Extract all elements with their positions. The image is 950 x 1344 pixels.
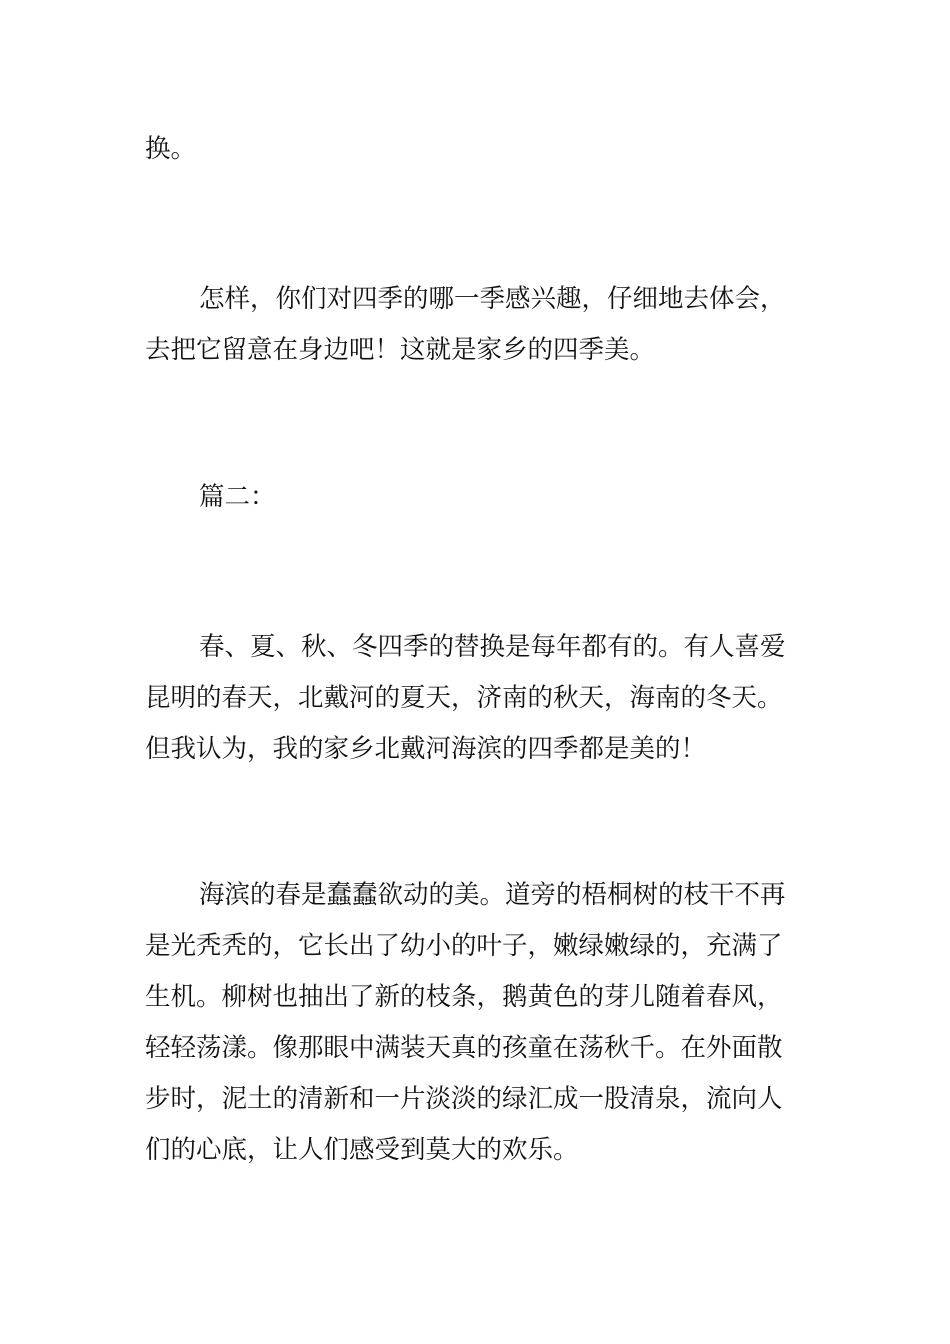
paragraph-spring [145,870,813,1176]
heading-text: 篇二： [199,482,276,512]
text-line: 海滨的春是蠢蠢欲动的美。道旁的梧桐树的枝干不再 [199,880,786,910]
text-line: 春、夏、秋、冬四季的替换是每年都有的。有人喜爱 [199,632,786,662]
text-line: 是光秃秃的，它长出了幼小的叶子，嫩绿嫩绿的，充满了 [145,931,783,961]
text-line: 生机。柳树也抽出了新的枝条，鹅黄色的芽儿随着春风， [145,982,783,1012]
paragraph-closing [145,274,813,376]
section-heading [145,472,813,523]
paragraph-continuation [145,124,813,175]
text-line: 们的心底，让人们感受到莫大的欢乐。 [145,1135,579,1165]
text-line: 怎样，你们对四季的哪一季感兴趣，仔细地去体会， [199,284,786,314]
text-line: 但我认为，我的家乡北戴河海滨的四季都是美的！ [145,734,707,764]
paragraph-intro [145,622,813,775]
text-line: 步时，泥土的清新和一片淡淡的绿汇成一股清泉，流向人 [145,1084,783,1114]
text-line: 换。 [145,134,197,164]
text-line: 去把它留意在身边吧！这就是家乡的四季美。 [145,335,656,365]
text-line: 昆明的春天，北戴河的夏天，济南的秋天，海南的冬天。 [145,683,783,713]
text-line: 轻轻荡漾。像那眼中满装天真的孩童在荡秋千。在外面散 [145,1033,783,1063]
